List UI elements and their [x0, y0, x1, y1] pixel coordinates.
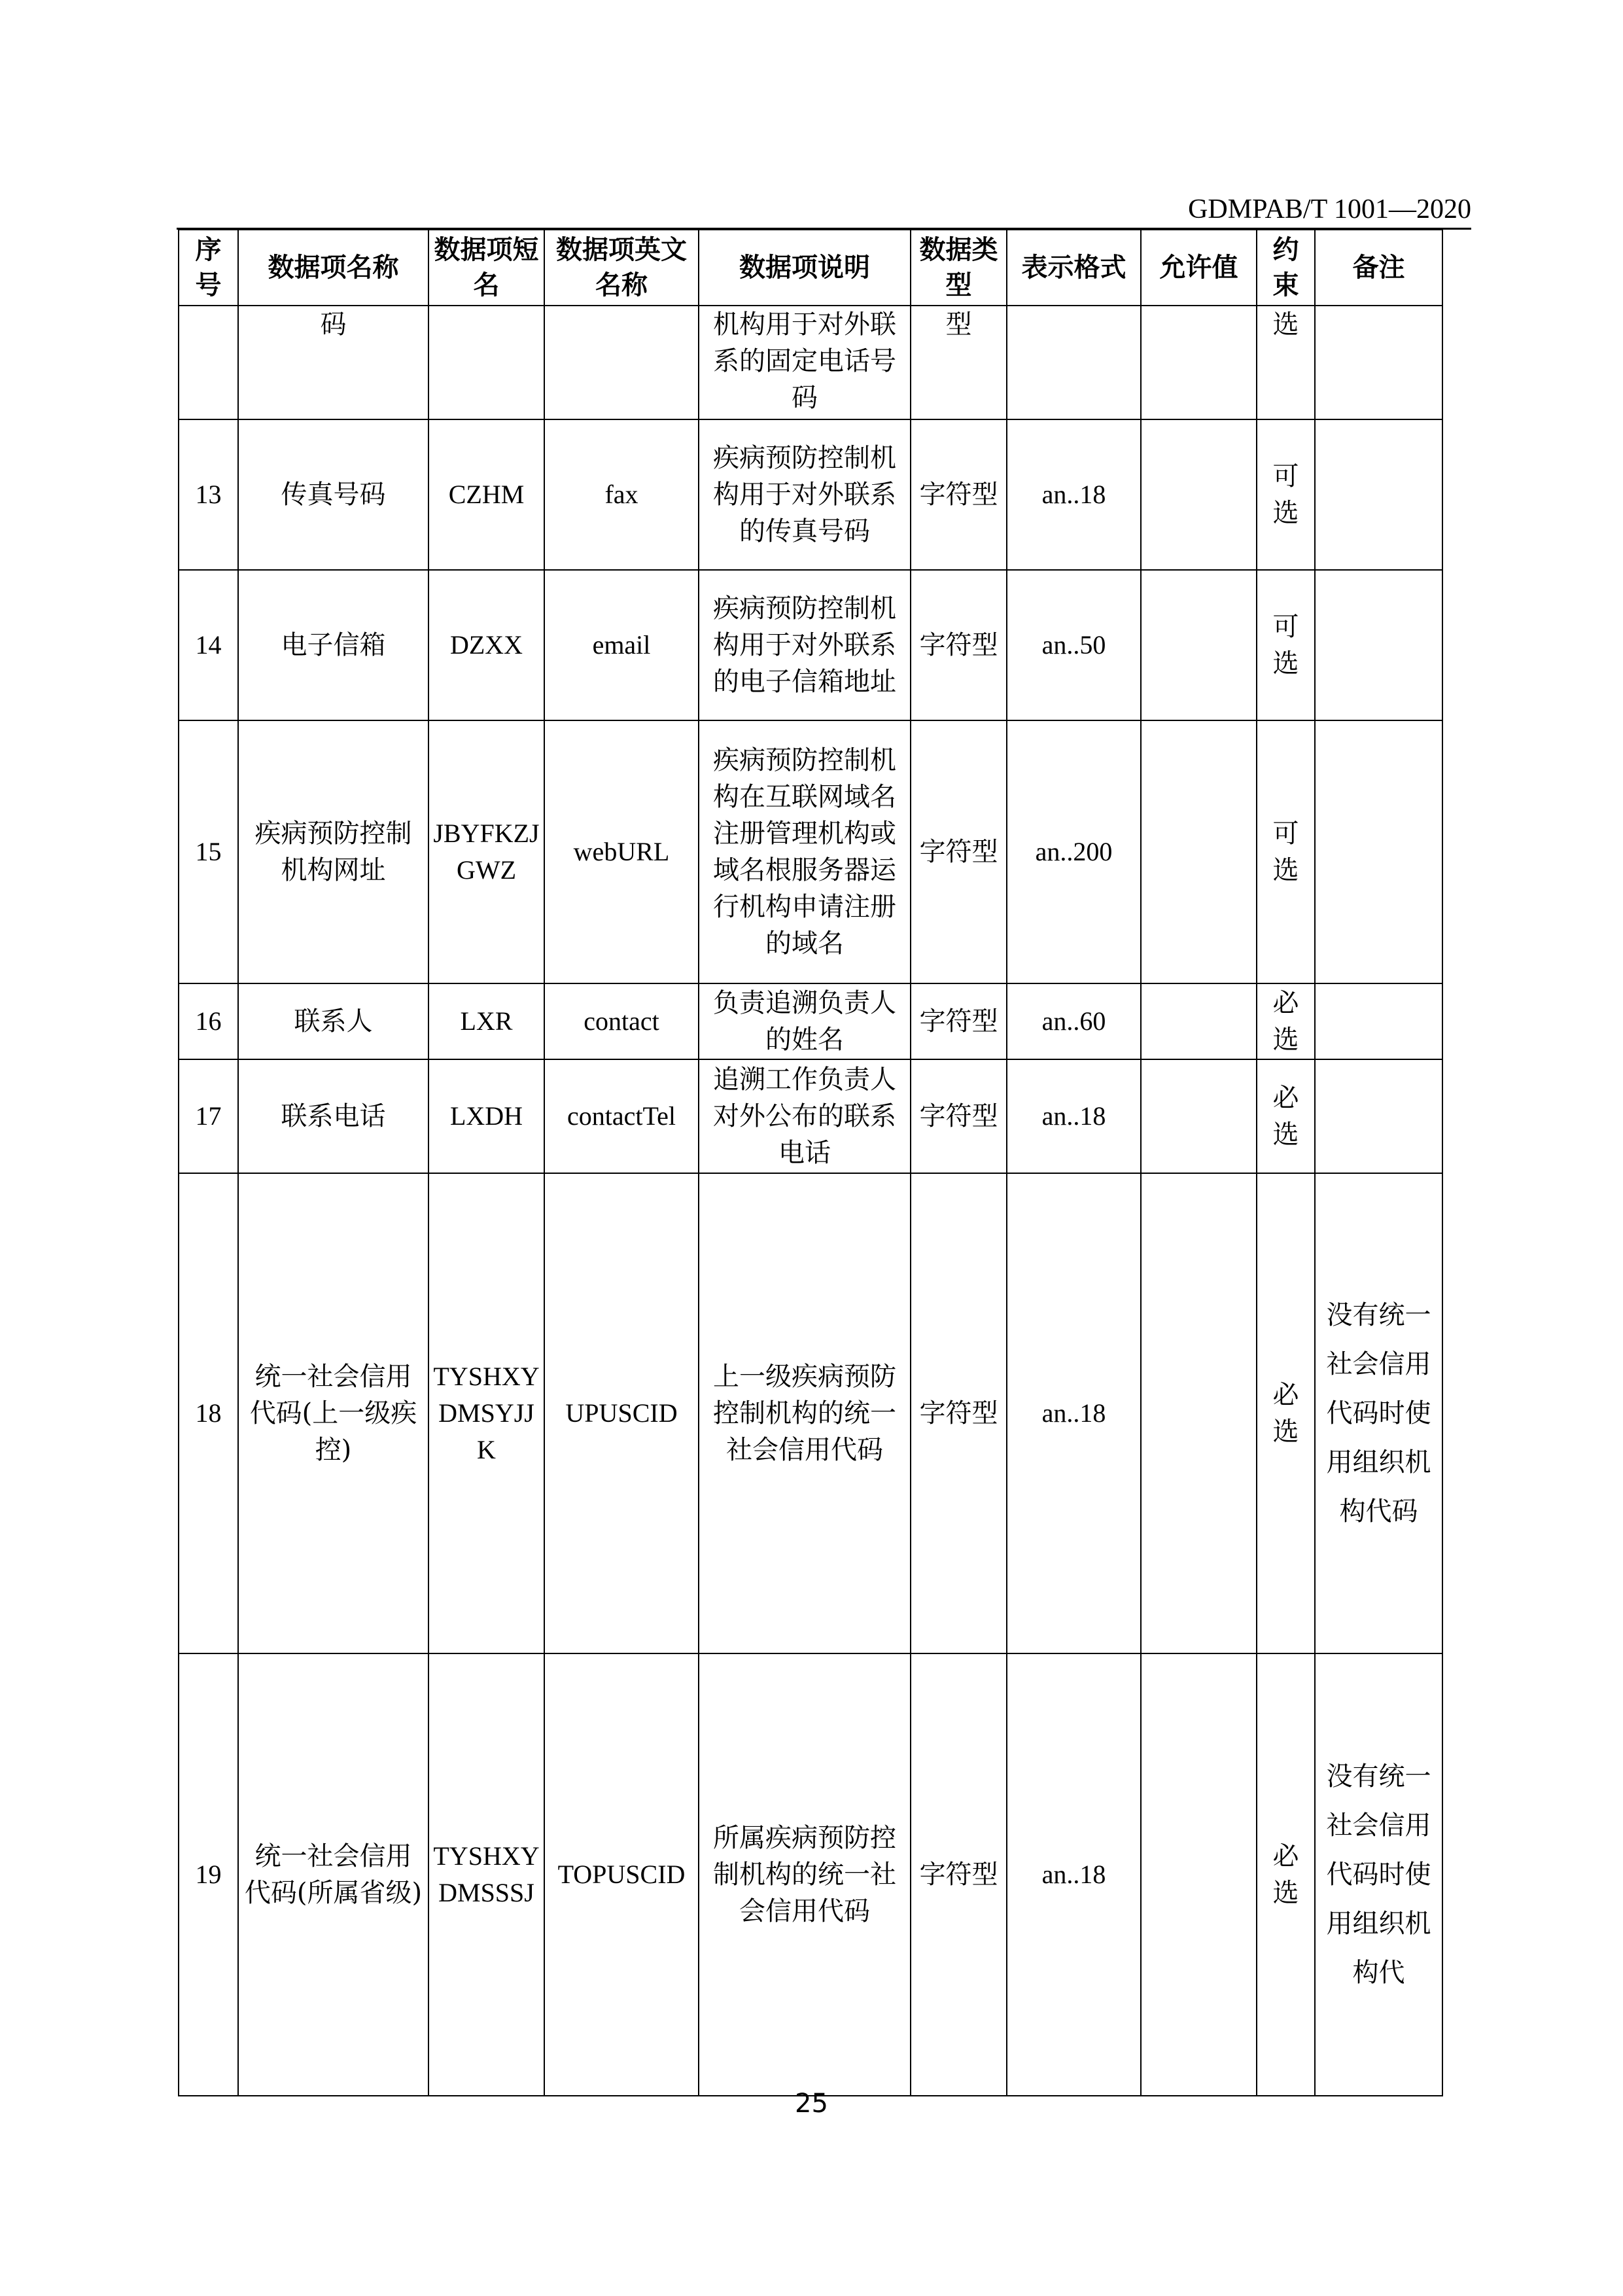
cell-no: 17 — [179, 1059, 238, 1173]
cell-format: an..18 — [1007, 1653, 1141, 2096]
cell-english: TOPUSCID — [544, 1653, 699, 2096]
cell-desc: 追溯工作负责人对外公布的联系电话 — [699, 1059, 911, 1173]
cell-no: 13 — [179, 419, 238, 570]
standard-code: GDMPAB/T 1001—2020 — [1188, 194, 1471, 224]
cell-desc: 负责追溯负责人的姓名 — [699, 983, 911, 1059]
cell-remark: 没有统一社会信用代码时使用组织机构代 — [1315, 1653, 1442, 2096]
cell-remark — [1315, 1059, 1442, 1173]
cell-short: JBYFKZJGWZ — [428, 720, 544, 983]
cell-no: 18 — [179, 1173, 238, 1653]
table-row — [179, 1653, 1442, 2096]
page-number: 25 — [795, 2089, 828, 2119]
cell-english: contactTel — [544, 1059, 699, 1173]
cell-desc: 疾病预防控制机构用于对外联系的传真号码 — [699, 419, 911, 570]
cell-type: 字符型 — [911, 419, 1007, 570]
cell-constraint: 可选 — [1257, 570, 1315, 720]
cell-name: 统一社会信用代码(上一级疾控) — [238, 1173, 428, 1653]
cell-short: DZXX — [428, 570, 544, 720]
col-header-name: 数据项名称 — [238, 230, 428, 306]
col-header-desc: 数据项说明 — [699, 230, 911, 306]
cell-short: CZHM — [428, 419, 544, 570]
cell-type: 字符型 — [911, 720, 1007, 983]
cell-english: webURL — [544, 720, 699, 983]
cell-remark — [1315, 419, 1442, 570]
table-row — [179, 419, 1442, 570]
cell-constraint: 必选 — [1257, 1059, 1315, 1173]
cell-name: 疾病预防控制机构网址 — [238, 720, 428, 983]
cell-type: 字符型 — [911, 570, 1007, 720]
cell-remark — [1315, 720, 1442, 983]
table-row — [179, 1173, 1442, 1653]
cell-format: an..18 — [1007, 1173, 1141, 1653]
cell-short — [428, 306, 544, 419]
cell-type: 字符型 — [911, 1173, 1007, 1653]
cell-english: fax — [544, 419, 699, 570]
table-row — [179, 570, 1442, 720]
cell-format: an..200 — [1007, 720, 1141, 983]
col-header-allowed: 允许值 — [1141, 230, 1257, 306]
cell-short: LXR — [428, 983, 544, 1059]
col-header-short: 数据项短名 — [428, 230, 544, 306]
cell-short: LXDH — [428, 1059, 544, 1173]
cell-desc: 机构用于对外联系的固定电话号码 — [699, 306, 911, 419]
cell-constraint: 可选 — [1257, 419, 1315, 570]
cell-allowed — [1141, 1173, 1257, 1653]
col-header-format: 表示格式 — [1007, 230, 1141, 306]
cell-name: 联系人 — [238, 983, 428, 1059]
cell-name: 码 — [238, 306, 428, 419]
cell-remark — [1315, 306, 1442, 419]
cell-format: an..18 — [1007, 1059, 1141, 1173]
col-header-type: 数据类型 — [911, 230, 1007, 306]
cell-desc: 疾病预防控制机构用于对外联系的电子信箱地址 — [699, 570, 911, 720]
cell-remark: 没有统一社会信用代码时使用组织机构代码 — [1315, 1173, 1442, 1653]
cell-name: 统一社会信用代码(所属省级) — [238, 1653, 428, 2096]
cell-format: an..18 — [1007, 419, 1141, 570]
cell-english: UPUSCID — [544, 1173, 699, 1653]
cell-constraint: 必选 — [1257, 983, 1315, 1059]
cell-name: 联系电话 — [238, 1059, 428, 1173]
cell-short: TYSHXYDMSSSJ — [428, 1653, 544, 2096]
cell-english: email — [544, 570, 699, 720]
cell-no: 19 — [179, 1653, 238, 2096]
cell-allowed — [1141, 983, 1257, 1059]
cell-constraint: 必选 — [1257, 1173, 1315, 1653]
data-item-table — [178, 229, 1443, 2096]
table-row — [179, 720, 1442, 983]
cell-allowed — [1141, 570, 1257, 720]
cell-constraint: 必选 — [1257, 1653, 1315, 2096]
table-row — [179, 306, 1442, 419]
cell-no — [179, 306, 238, 419]
cell-no: 14 — [179, 570, 238, 720]
cell-constraint: 选 — [1257, 306, 1315, 419]
cell-type: 字符型 — [911, 1653, 1007, 2096]
cell-desc: 上一级疾病预防控制机构的统一社会信用代码 — [699, 1173, 911, 1653]
cell-short: TYSHXYDMSYJJK — [428, 1173, 544, 1653]
cell-english: contact — [544, 983, 699, 1059]
col-header-no: 序号 — [179, 230, 238, 306]
cell-format: an..60 — [1007, 983, 1141, 1059]
cell-allowed — [1141, 1653, 1257, 2096]
table-row — [179, 1059, 1442, 1173]
table-row — [179, 983, 1442, 1059]
cell-name: 电子信箱 — [238, 570, 428, 720]
cell-format: an..50 — [1007, 570, 1141, 720]
cell-type: 字符型 — [911, 983, 1007, 1059]
cell-allowed — [1141, 306, 1257, 419]
col-header-remark: 备注 — [1315, 230, 1442, 306]
table-header-row — [179, 230, 1442, 306]
cell-desc: 疾病预防控制机构在互联网域名注册管理机构或域名根服务器运行机构申请注册的域名 — [699, 720, 911, 983]
cell-desc: 所属疾病预防控制机构的统一社会信用代码 — [699, 1653, 911, 2096]
cell-name: 传真号码 — [238, 419, 428, 570]
cell-constraint: 可选 — [1257, 720, 1315, 983]
cell-no: 16 — [179, 983, 238, 1059]
cell-remark — [1315, 570, 1442, 720]
cell-type: 字符型 — [911, 1059, 1007, 1173]
cell-format — [1007, 306, 1141, 419]
cell-allowed — [1141, 720, 1257, 983]
cell-type: 型 — [911, 306, 1007, 419]
cell-allowed — [1141, 419, 1257, 570]
cell-no: 15 — [179, 720, 238, 983]
col-header-english: 数据项英文名称 — [544, 230, 699, 306]
col-header-constraint: 约束 — [1257, 230, 1315, 306]
cell-english — [544, 306, 699, 419]
cell-allowed — [1141, 1059, 1257, 1173]
cell-remark — [1315, 983, 1442, 1059]
